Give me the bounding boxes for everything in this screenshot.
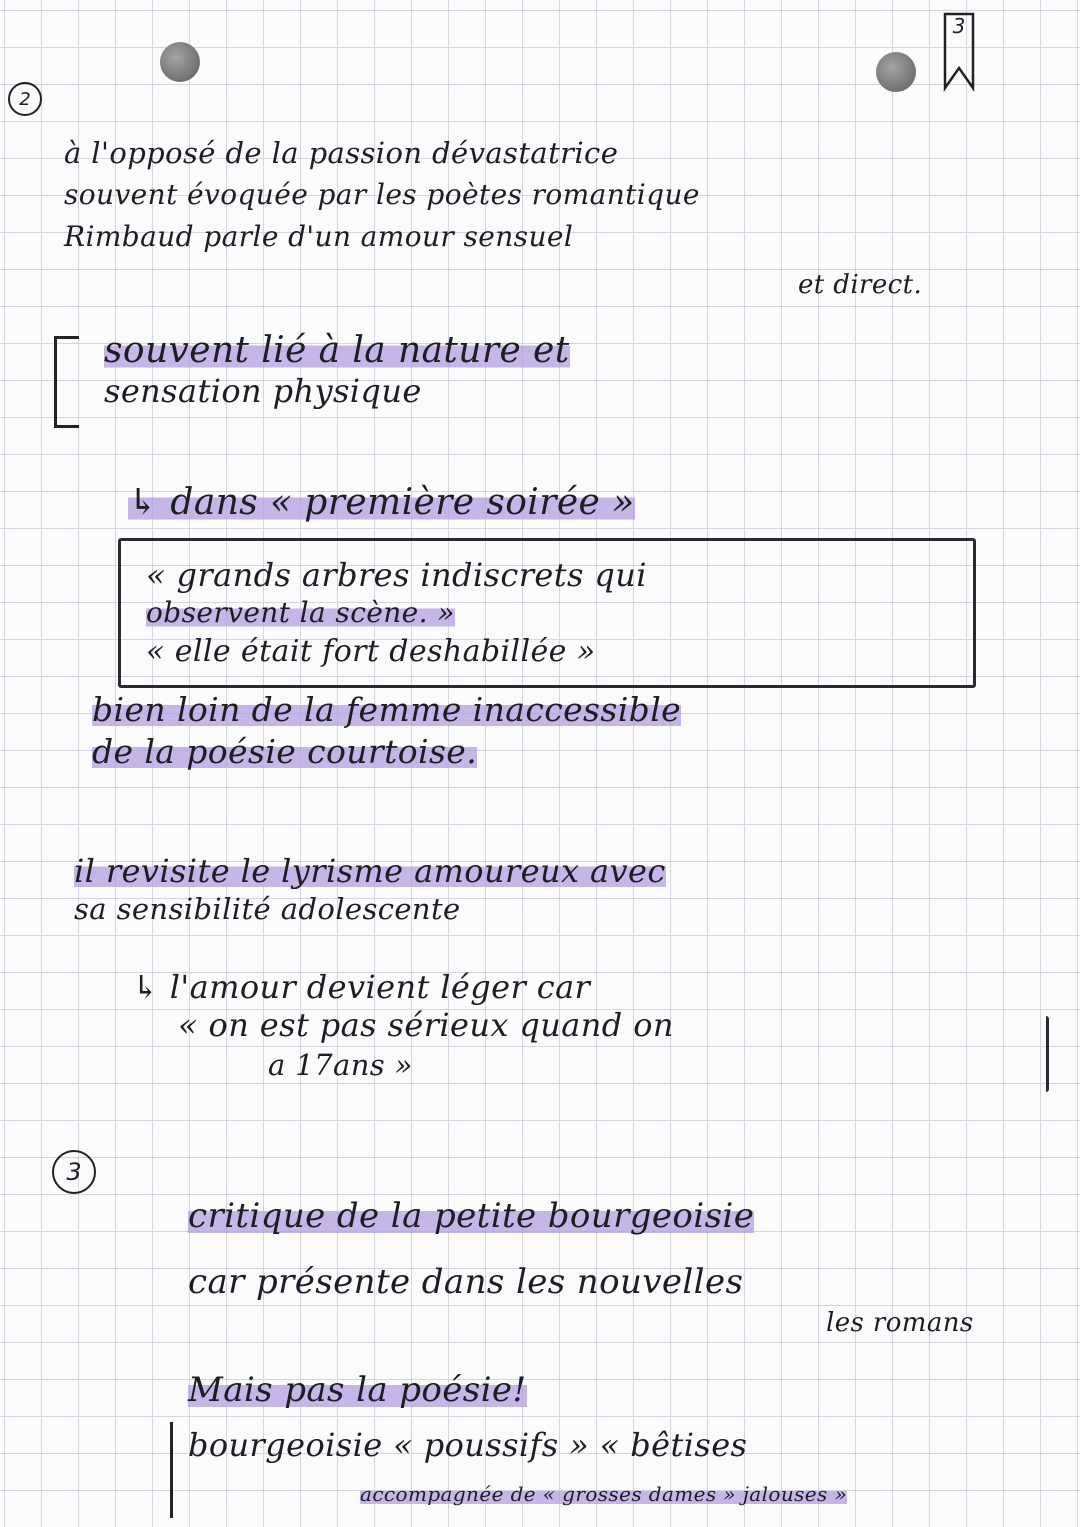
- quote-line: a 17ans »: [268, 1048, 413, 1082]
- sub-heading: [128, 482, 635, 523]
- text-line: [92, 690, 681, 729]
- highlighted-text: bien loin de la femme inaccessible: [92, 690, 682, 729]
- binder-hole-left: [160, 42, 200, 82]
- text-line: sa sensibilité adolescente: [74, 892, 461, 926]
- section-marker-3: 3: [52, 1150, 96, 1194]
- text-line: ↳ l'amour devient léger car: [132, 968, 591, 1006]
- highlighted-text: il revisite le lyrisme amoureux avec: [74, 852, 666, 890]
- page-number: 3: [952, 14, 966, 38]
- highlighted-text: critique de la petite bourgeoisie: [188, 1196, 755, 1236]
- text-line: [92, 732, 477, 771]
- text-line: car présente dans les nouvelles: [188, 1262, 744, 1302]
- text-line: Rimbaud parle d'un amour sensuel: [64, 220, 574, 253]
- quote-line: [146, 596, 455, 629]
- quote-line: « grands arbres indiscrets qui: [146, 556, 647, 594]
- highlighted-text: souvent lié à la nature et: [104, 330, 570, 371]
- highlighted-text: ↳ dans « première soirée »: [128, 482, 635, 523]
- text-line: souvent évoquée par les poètes romantique: [64, 178, 700, 211]
- text-line: et direct.: [798, 270, 923, 300]
- text-line: les romans: [826, 1308, 974, 1338]
- text-line: [188, 1196, 754, 1236]
- text-line: [104, 330, 570, 371]
- text-line: [188, 1370, 527, 1410]
- text-line: [360, 1482, 847, 1506]
- margin-bracket: [170, 1422, 173, 1518]
- quote-line: « on est pas sérieux quand on: [178, 1006, 674, 1044]
- text-line: sensation physique: [104, 372, 422, 410]
- quote-line: « elle était fort deshabillée »: [146, 634, 596, 669]
- text-line: bourgeoisie « poussifs » « bêtises: [188, 1426, 748, 1464]
- text-line: [74, 852, 666, 890]
- margin-bracket: [54, 336, 79, 428]
- bookmark-icon: [942, 10, 976, 92]
- highlighted-text: Mais pas la poésie!: [188, 1370, 527, 1410]
- binder-hole-right: [876, 52, 916, 92]
- highlighted-text: accompagnée de « grosses dames » jalouses »: [360, 1482, 848, 1506]
- text-line: à l'opposé de la passion dévastatrice: [64, 136, 619, 170]
- highlighted-text: de la poésie courtoise.: [92, 732, 478, 771]
- section-marker-2: 2: [8, 82, 42, 116]
- highlighted-text: observent la scène. »: [146, 596, 455, 629]
